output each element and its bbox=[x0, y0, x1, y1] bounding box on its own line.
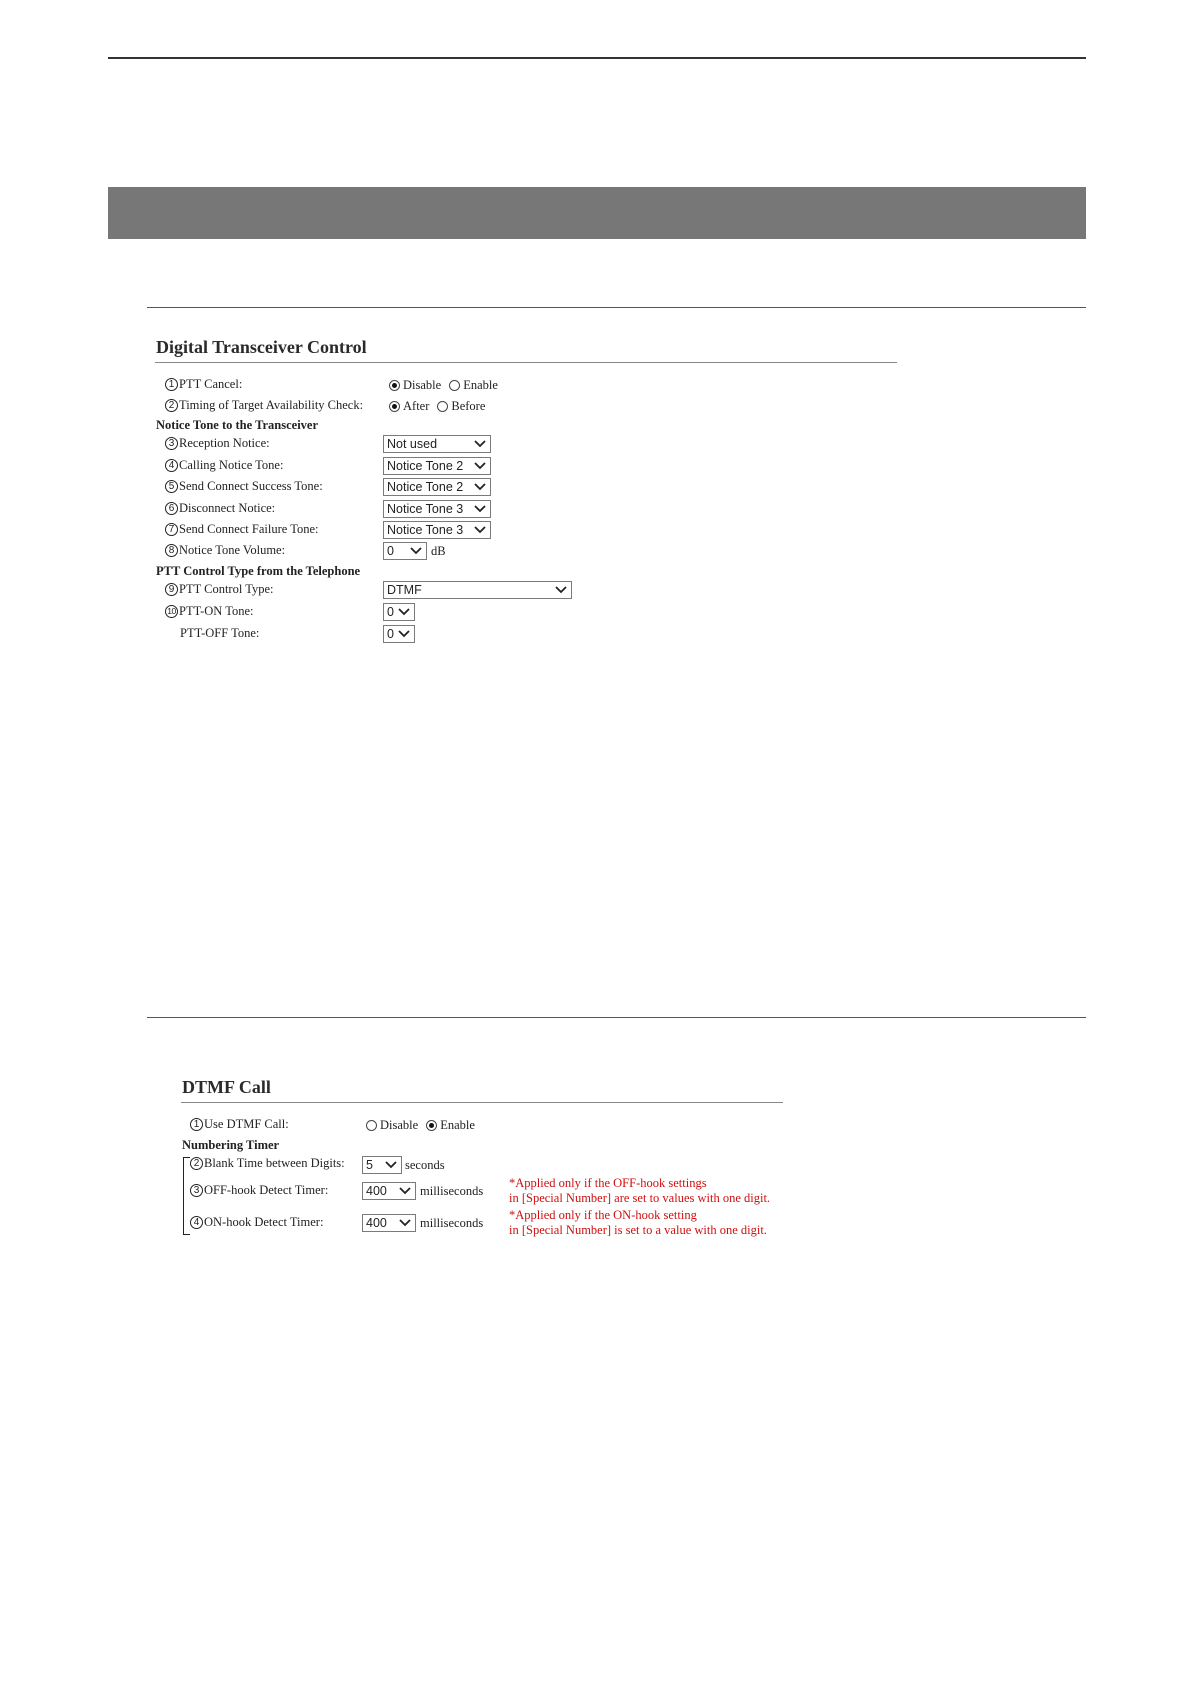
send-success-select[interactable]: Notice Tone 2 bbox=[383, 478, 491, 496]
offhook-timer-unit: milliseconds bbox=[420, 1184, 484, 1198]
calling-notice-select[interactable]: Notice Tone 2 bbox=[383, 457, 491, 475]
group-heading-notice-tone: Notice Tone to the Transceiver bbox=[156, 418, 319, 432]
reception-notice-label: 3 Reception Notice: bbox=[165, 436, 270, 451]
chevron-down-icon bbox=[554, 583, 568, 597]
chevron-down-icon bbox=[473, 459, 487, 473]
reception-notice-select[interactable]: Not used bbox=[383, 435, 491, 453]
disconnect-notice-select[interactable]: Notice Tone 3 bbox=[383, 500, 491, 518]
number-badge: 3 bbox=[165, 437, 178, 450]
panel-title: DTMF Call bbox=[182, 1077, 271, 1097]
panel-title-underline bbox=[181, 1102, 783, 1103]
panel-title-underline bbox=[155, 362, 897, 363]
ptt-on-tone-label: 10 PTT-ON Tone: bbox=[165, 604, 253, 619]
use-dtmf-radio-group: Disable Enable bbox=[364, 1118, 481, 1133]
ptt-off-tone-label: PTT-OFF Tone: bbox=[180, 626, 260, 640]
blank-time-select[interactable]: 5 bbox=[362, 1156, 402, 1174]
send-failure-select[interactable]: Notice Tone 3 bbox=[383, 521, 491, 539]
disconnect-notice-label: 6 Disconnect Notice: bbox=[165, 501, 275, 516]
chevron-down-icon bbox=[473, 502, 487, 516]
offhook-timer-label: 3 OFF-hook Detect Timer: bbox=[190, 1183, 328, 1198]
section-banner bbox=[108, 187, 1086, 239]
send-failure-label: 7 Send Connect Failure Tone: bbox=[165, 522, 319, 537]
number-badge: 10 bbox=[165, 605, 178, 618]
number-badge: 5 bbox=[165, 480, 178, 493]
number-badge: 9 bbox=[165, 583, 178, 596]
number-badge: 2 bbox=[165, 399, 178, 412]
number-badge: 7 bbox=[165, 523, 178, 536]
ptt-control-type-label: 9 PTT Control Type: bbox=[165, 582, 274, 597]
chevron-down-icon bbox=[397, 627, 411, 641]
ptt-on-tone-select[interactable]: 0 bbox=[383, 603, 415, 621]
panel-title: Digital Transceiver Control bbox=[156, 337, 367, 357]
timing-check-label: 2 Timing of Target Availability Check: bbox=[165, 398, 363, 413]
section-divider bbox=[147, 307, 1086, 308]
chevron-down-icon bbox=[473, 480, 487, 494]
number-badge: 4 bbox=[165, 459, 178, 472]
onhook-timer-select[interactable]: 400 bbox=[362, 1214, 416, 1232]
number-badge: 4 bbox=[190, 1216, 203, 1229]
ptt-control-type-select[interactable]: DTMF bbox=[383, 581, 572, 599]
ptt-off-tone-select[interactable]: 0 bbox=[383, 625, 415, 643]
group-bracket bbox=[183, 1157, 190, 1235]
calling-notice-label: 4 Calling Notice Tone: bbox=[165, 458, 283, 473]
offhook-timer-select[interactable]: 400 bbox=[362, 1182, 416, 1200]
chevron-down-icon bbox=[473, 437, 487, 451]
section-divider bbox=[147, 1017, 1086, 1018]
send-success-label: 5 Send Connect Success Tone: bbox=[165, 479, 323, 494]
offhook-note: *Applied only if the OFF-hook settings in [Special Number] are set to values with one digit. bbox=[509, 1176, 771, 1205]
chevron-down-icon bbox=[398, 1216, 412, 1230]
number-badge: 3 bbox=[190, 1184, 203, 1197]
ptt-cancel-disable-radio[interactable] bbox=[389, 380, 400, 391]
dtmf-enable-radio[interactable] bbox=[426, 1120, 437, 1131]
notice-volume-select[interactable]: 0 bbox=[383, 542, 427, 560]
page-top-rule bbox=[108, 57, 1086, 59]
chevron-down-icon bbox=[397, 605, 411, 619]
volume-unit: dB bbox=[431, 544, 446, 558]
onhook-timer-label: 4 ON-hook Detect Timer: bbox=[190, 1215, 323, 1230]
notice-volume-label: 8 Notice Tone Volume: bbox=[165, 543, 285, 558]
chevron-down-icon bbox=[409, 544, 423, 558]
ptt-cancel-enable-radio[interactable] bbox=[449, 380, 460, 391]
chevron-down-icon bbox=[398, 1184, 412, 1198]
number-badge: 2 bbox=[190, 1157, 203, 1170]
dtmf-disable-radio[interactable] bbox=[366, 1120, 377, 1131]
chevron-down-icon bbox=[384, 1158, 398, 1172]
use-dtmf-call-label: 1 Use DTMF Call: bbox=[190, 1117, 289, 1132]
blank-time-unit: seconds bbox=[405, 1158, 445, 1172]
number-badge: 1 bbox=[190, 1118, 203, 1131]
number-badge: 1 bbox=[165, 378, 178, 391]
number-badge: 8 bbox=[165, 544, 178, 557]
blank-time-label: 2 Blank Time between Digits: bbox=[190, 1156, 345, 1171]
group-heading-numbering-timer: Numbering Timer bbox=[182, 1138, 280, 1152]
onhook-note: *Applied only if the ON-hook setting in [Special Number] is set to a value with one digit. bbox=[509, 1208, 767, 1237]
chevron-down-icon bbox=[473, 523, 487, 537]
ptt-cancel-label: 1 PTT Cancel: bbox=[165, 377, 242, 392]
onhook-timer-unit: milliseconds bbox=[420, 1216, 484, 1230]
number-badge: 6 bbox=[165, 502, 178, 515]
ptt-cancel-radio-group: Disable Enable bbox=[387, 378, 504, 393]
timing-check-radio-group: After Before bbox=[387, 399, 491, 414]
group-heading-ptt-control: PTT Control Type from the Telephone bbox=[156, 564, 361, 578]
timing-before-radio[interactable] bbox=[437, 401, 448, 412]
timing-after-radio[interactable] bbox=[389, 401, 400, 412]
